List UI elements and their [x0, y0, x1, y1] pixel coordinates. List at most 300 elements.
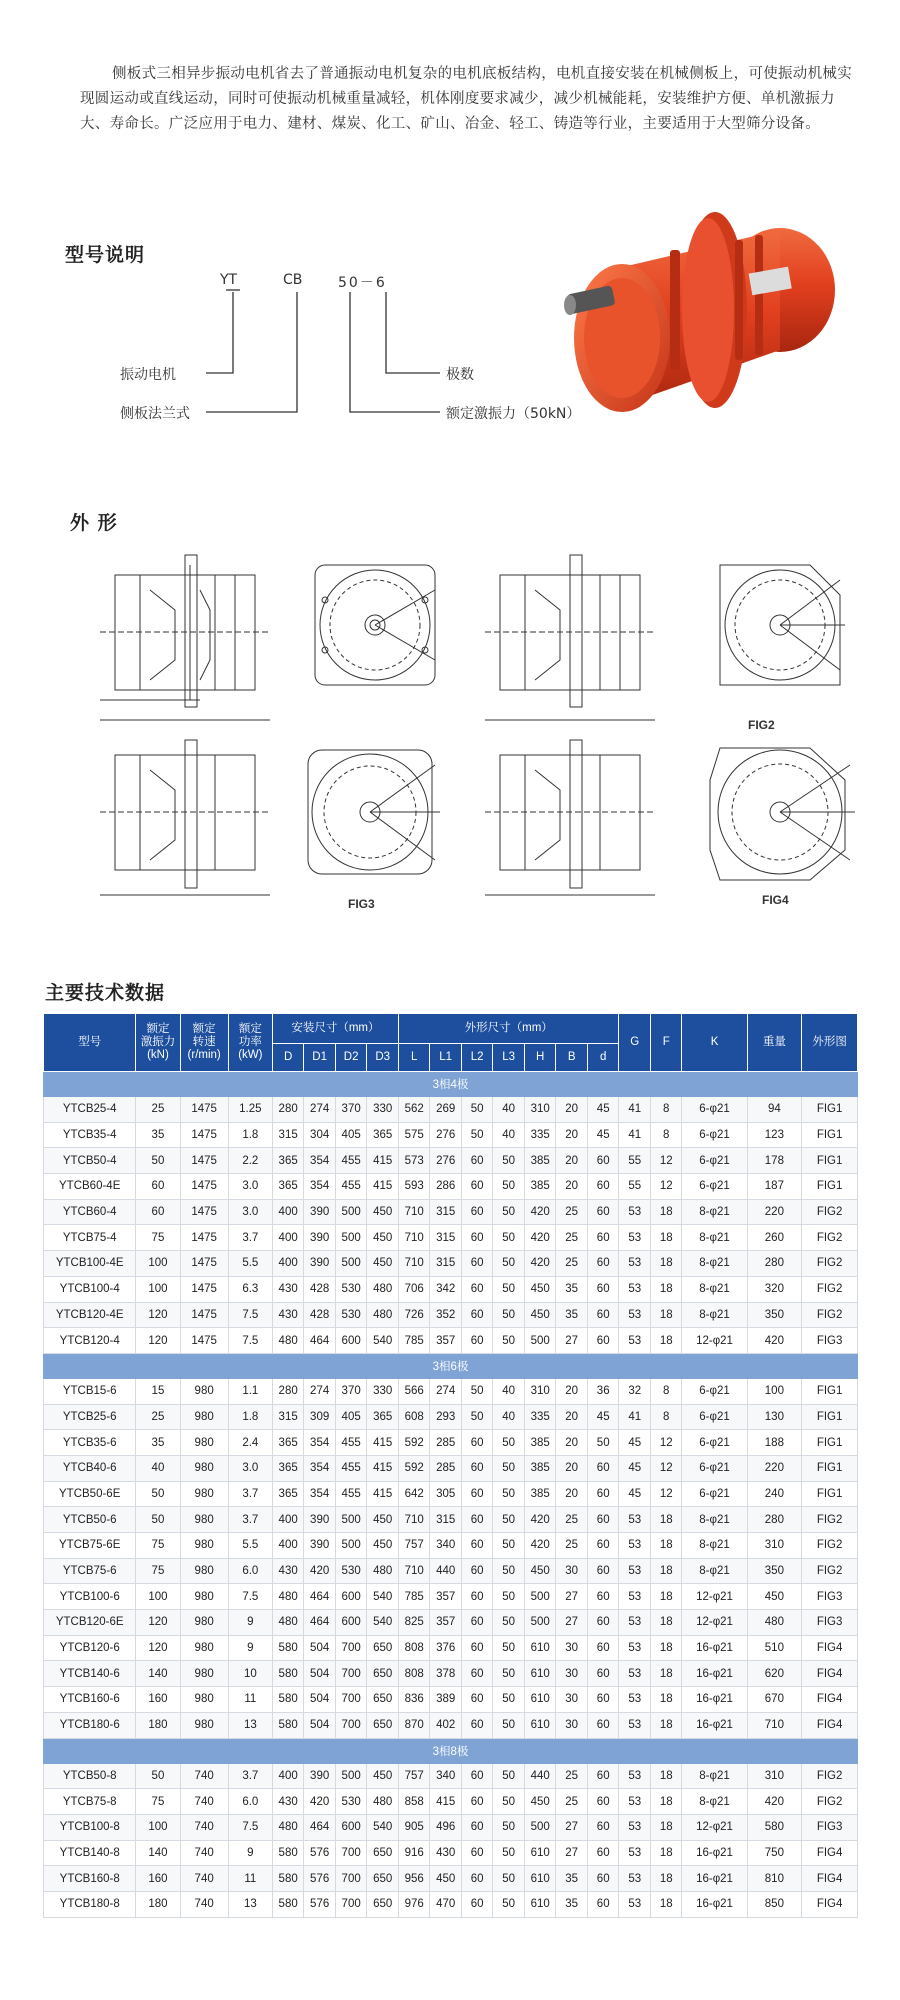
table-cell: 53	[619, 1712, 651, 1738]
table-cell: 16-φ21	[682, 1687, 747, 1713]
model-cell: YTCB60-4	[44, 1199, 136, 1225]
table-cell: 390	[304, 1199, 336, 1225]
table-cell: 357	[430, 1584, 462, 1610]
table-cell: FIG4	[802, 1712, 858, 1738]
table-cell: 9	[228, 1840, 272, 1866]
table-cell: 12-φ21	[682, 1610, 747, 1636]
intro-paragraph: 侧板式三相异步振动电机省去了普通振动电机复杂的电机底板结构，电机直接安装在机械侧板上，可使振动机械实现圆运动或直线运动，同时可使振动机械重量减轻，机体刚度要求减少，减少机械能耗，安装维护方便、单机激振力大、寿命长。广泛应用于电力、建材、煤炭、化工、矿山、冶金、轻工、铸造等行业，主要适用于大型筛分设备。	[80, 66, 852, 132]
table-cell: 20	[556, 1404, 588, 1430]
model-cell: YTCB15-6	[44, 1378, 136, 1404]
table-cell: 335	[524, 1122, 556, 1148]
table-cell: 540	[367, 1328, 399, 1354]
table-cell: 13	[228, 1891, 272, 1917]
model-cell: YTCB75-6E	[44, 1533, 136, 1559]
table-cell: 980	[180, 1404, 228, 1430]
table-cell: 315	[272, 1122, 304, 1148]
table-cell: 50	[493, 1866, 525, 1892]
table-cell: 50	[493, 1789, 525, 1815]
table-cell: 50	[461, 1097, 493, 1123]
table-cell: 8-φ21	[682, 1251, 747, 1277]
table-cell: 480	[367, 1302, 399, 1328]
header-f: F	[650, 1014, 682, 1072]
table-cell: 60	[461, 1712, 493, 1738]
table-cell: 980	[180, 1584, 228, 1610]
header-d3: D3	[367, 1044, 399, 1072]
table-cell: 60	[461, 1328, 493, 1354]
table-cell: 310	[524, 1097, 556, 1123]
table-cell: 53	[619, 1763, 651, 1789]
table-cell: 976	[398, 1891, 430, 1917]
table-cell: 808	[398, 1661, 430, 1687]
table-cell: 120	[136, 1635, 180, 1661]
table-cell: 35	[556, 1891, 588, 1917]
table-cell: 100	[136, 1584, 180, 1610]
table-cell: 650	[367, 1891, 399, 1917]
table-cell: 390	[304, 1533, 336, 1559]
table-cell: 100	[136, 1251, 180, 1277]
table-cell: 757	[398, 1533, 430, 1559]
model-cell: YTCB75-4	[44, 1225, 136, 1251]
table-cell: 3.0	[228, 1174, 272, 1200]
table-cell: 390	[304, 1251, 336, 1277]
table-cell: 60	[587, 1174, 619, 1200]
table-cell: 504	[304, 1712, 336, 1738]
table-cell: 365	[272, 1430, 304, 1456]
table-cell: 480	[367, 1558, 399, 1584]
table-cell: 6-φ21	[682, 1174, 747, 1200]
table-cell: 450	[430, 1866, 462, 1892]
table-cell: 7.5	[228, 1328, 272, 1354]
table-cell: 178	[747, 1148, 802, 1174]
table-cell: 390	[304, 1225, 336, 1251]
table-cell: 53	[619, 1635, 651, 1661]
table-cell: 305	[430, 1481, 462, 1507]
table-cell: 8	[650, 1122, 682, 1148]
table-row	[44, 1302, 858, 1328]
callout-side-flange: 侧板法兰式	[120, 406, 190, 422]
table-cell: 41	[619, 1404, 651, 1430]
table-cell: 580	[272, 1891, 304, 1917]
table-cell: 18	[650, 1533, 682, 1559]
table-cell: 11	[228, 1866, 272, 1892]
table-cell: 726	[398, 1302, 430, 1328]
table-cell: 575	[398, 1122, 430, 1148]
table-cell: 710	[747, 1712, 802, 1738]
table-cell: 40	[493, 1378, 525, 1404]
table-cell: 540	[367, 1814, 399, 1840]
table-cell: 450	[367, 1533, 399, 1559]
table-cell: 53	[619, 1251, 651, 1277]
table-cell: FIG2	[802, 1276, 858, 1302]
table-cell: FIG2	[802, 1789, 858, 1815]
table-cell: FIG2	[802, 1302, 858, 1328]
table-cell: 60	[461, 1430, 493, 1456]
header-outer-dims: 外形尺寸（mm）	[398, 1014, 619, 1044]
table-cell: FIG2	[802, 1251, 858, 1277]
table-cell: 60	[461, 1763, 493, 1789]
table-cell: FIG1	[802, 1404, 858, 1430]
table-cell: 342	[430, 1276, 462, 1302]
table-cell: 3.0	[228, 1199, 272, 1225]
table-cell: 12-φ21	[682, 1814, 747, 1840]
table-cell: 455	[335, 1481, 367, 1507]
table-cell: 60	[587, 1328, 619, 1354]
table-cell: 60	[461, 1866, 493, 1892]
table-cell: 980	[180, 1635, 228, 1661]
table-cell: 60	[461, 1584, 493, 1610]
table-cell: 60	[587, 1302, 619, 1328]
table-cell: 53	[619, 1276, 651, 1302]
table-cell: 8	[650, 1378, 682, 1404]
table-cell: 20	[556, 1174, 588, 1200]
table-cell: 18	[650, 1328, 682, 1354]
table-cell: 8	[650, 1097, 682, 1123]
table-cell: 274	[430, 1378, 462, 1404]
table-cell: 220	[747, 1455, 802, 1481]
table-cell: 430	[272, 1789, 304, 1815]
table-cell: 50	[461, 1122, 493, 1148]
table-cell: 45	[619, 1481, 651, 1507]
table-cell: 60	[587, 1455, 619, 1481]
table-cell: 50	[493, 1533, 525, 1559]
model-cell: YTCB120-4E	[44, 1302, 136, 1328]
table-cell: 354	[304, 1148, 336, 1174]
table-row	[44, 1661, 858, 1687]
table-cell: 50	[493, 1430, 525, 1456]
table-cell: 40	[493, 1097, 525, 1123]
table-cell: 50	[493, 1635, 525, 1661]
table-cell: 580	[272, 1866, 304, 1892]
table-cell: 310	[747, 1533, 802, 1559]
table-cell: 357	[430, 1610, 462, 1636]
table-cell: 1475	[180, 1122, 228, 1148]
table-cell: 916	[398, 1840, 430, 1866]
table-cell: 18	[650, 1840, 682, 1866]
table-cell: 980	[180, 1481, 228, 1507]
code-part-yt: YT	[220, 272, 238, 288]
table-cell: 274	[304, 1378, 336, 1404]
model-cell: YTCB25-6	[44, 1404, 136, 1430]
table-cell: 450	[367, 1199, 399, 1225]
table-cell: 500	[335, 1225, 367, 1251]
table-cell: 8-φ21	[682, 1507, 747, 1533]
table-cell: 1475	[180, 1225, 228, 1251]
table-cell: 480	[367, 1276, 399, 1302]
table-cell: 5.5	[228, 1251, 272, 1277]
table-row	[44, 1328, 858, 1354]
table-cell: 60	[461, 1891, 493, 1917]
table-cell: 420	[304, 1558, 336, 1584]
table-cell: 580	[272, 1840, 304, 1866]
table-cell: 650	[367, 1712, 399, 1738]
fig3-label: FIG3	[348, 897, 375, 911]
group-header-row	[44, 1072, 858, 1097]
table-cell: 980	[180, 1610, 228, 1636]
table-cell: FIG1	[802, 1378, 858, 1404]
table-cell: 620	[747, 1661, 802, 1687]
table-cell: 160	[136, 1866, 180, 1892]
table-cell: 25	[556, 1251, 588, 1277]
table-cell: 1475	[180, 1174, 228, 1200]
table-cell: 480	[747, 1610, 802, 1636]
table-cell: 35	[136, 1430, 180, 1456]
table-cell: FIG4	[802, 1840, 858, 1866]
table-cell: 240	[747, 1481, 802, 1507]
table-cell: 35	[556, 1866, 588, 1892]
table-cell: 45	[619, 1455, 651, 1481]
table-cell: 60	[587, 1533, 619, 1559]
table-cell: 354	[304, 1430, 336, 1456]
model-cell: YTCB40-6	[44, 1455, 136, 1481]
table-cell: FIG1	[802, 1122, 858, 1148]
table-cell: 3.0	[228, 1455, 272, 1481]
table-cell: 16-φ21	[682, 1661, 747, 1687]
table-cell: 6-φ21	[682, 1455, 747, 1481]
table-cell: 30	[556, 1558, 588, 1584]
table-cell: 60	[136, 1199, 180, 1225]
table-row	[44, 1404, 858, 1430]
table-cell: 50	[493, 1661, 525, 1687]
table-cell: 500	[524, 1610, 556, 1636]
table-cell: 8	[650, 1404, 682, 1430]
table-cell: 35	[556, 1302, 588, 1328]
table-cell: 60	[461, 1507, 493, 1533]
header-small-d: d	[587, 1044, 619, 1072]
table-cell: 710	[398, 1225, 430, 1251]
table-cell: 18	[650, 1891, 682, 1917]
table-cell: 740	[180, 1763, 228, 1789]
table-cell: 60	[461, 1174, 493, 1200]
table-cell: 980	[180, 1661, 228, 1687]
table-cell: 455	[335, 1455, 367, 1481]
table-cell: 400	[272, 1763, 304, 1789]
table-cell: 757	[398, 1763, 430, 1789]
table-cell: 415	[430, 1789, 462, 1815]
table-cell: 25	[136, 1404, 180, 1430]
table-cell: 980	[180, 1687, 228, 1713]
table-cell: 16-φ21	[682, 1635, 747, 1661]
table-cell: 55	[619, 1148, 651, 1174]
table-cell: 330	[367, 1378, 399, 1404]
table-cell: 25	[136, 1097, 180, 1123]
table-cell: 60	[461, 1148, 493, 1174]
table-cell: 50	[493, 1840, 525, 1866]
table-cell: 60	[587, 1276, 619, 1302]
table-cell: 50	[493, 1481, 525, 1507]
model-cell: YTCB120-4	[44, 1328, 136, 1354]
table-cell: 36	[587, 1378, 619, 1404]
table-cell: 504	[304, 1635, 336, 1661]
table-cell: 500	[335, 1533, 367, 1559]
table-cell: 870	[398, 1712, 430, 1738]
table-cell: 710	[398, 1507, 430, 1533]
table-cell: 12-φ21	[682, 1584, 747, 1610]
table-cell: 304	[304, 1122, 336, 1148]
table-cell: 310	[747, 1763, 802, 1789]
table-cell: 285	[430, 1455, 462, 1481]
specs-section-title: 主要技术数据	[45, 982, 166, 1004]
table-cell: 593	[398, 1174, 430, 1200]
table-cell: 50	[493, 1763, 525, 1789]
table-cell: 45	[587, 1404, 619, 1430]
table-cell: 60	[587, 1840, 619, 1866]
table-cell: 1475	[180, 1328, 228, 1354]
table-cell: 415	[367, 1430, 399, 1456]
table-cell: 740	[180, 1866, 228, 1892]
table-cell: 650	[367, 1661, 399, 1687]
table-cell: 464	[304, 1328, 336, 1354]
table-cell: 8-φ21	[682, 1199, 747, 1225]
table-cell: 1.25	[228, 1097, 272, 1123]
table-cell: FIG4	[802, 1661, 858, 1687]
table-cell: 35	[136, 1122, 180, 1148]
table-cell: 60	[461, 1687, 493, 1713]
table-cell: 9	[228, 1610, 272, 1636]
table-cell: 8-φ21	[682, 1302, 747, 1328]
table-cell: 50	[493, 1174, 525, 1200]
table-cell: 6-φ21	[682, 1097, 747, 1123]
table-cell: 357	[430, 1328, 462, 1354]
table-cell: 94	[747, 1097, 802, 1123]
table-cell: 390	[304, 1507, 336, 1533]
table-cell: 8-φ21	[682, 1533, 747, 1559]
table-cell: 385	[524, 1481, 556, 1507]
header-d2: D2	[335, 1044, 367, 1072]
table-cell: 20	[556, 1430, 588, 1456]
table-cell: 53	[619, 1533, 651, 1559]
table-cell: 576	[304, 1891, 336, 1917]
table-cell: 60	[587, 1866, 619, 1892]
table-row	[44, 1430, 858, 1456]
table-cell: 50	[493, 1584, 525, 1610]
table-cell: 45	[619, 1430, 651, 1456]
table-cell: 12	[650, 1481, 682, 1507]
table-cell: 400	[272, 1251, 304, 1277]
table-cell: 496	[430, 1814, 462, 1840]
table-cell: 430	[272, 1302, 304, 1328]
spec-table-body	[44, 1072, 858, 1918]
table-row	[44, 1610, 858, 1636]
table-cell: 350	[747, 1302, 802, 1328]
table-cell: 120	[136, 1302, 180, 1328]
table-cell: 540	[367, 1610, 399, 1636]
callout-poles: 极数	[446, 367, 474, 383]
table-cell: 60	[587, 1507, 619, 1533]
table-cell: 440	[430, 1558, 462, 1584]
table-cell: 6-φ21	[682, 1481, 747, 1507]
table-cell: FIG4	[802, 1687, 858, 1713]
table-cell: 60	[587, 1661, 619, 1687]
table-cell: 35	[556, 1276, 588, 1302]
table-cell: 60	[587, 1148, 619, 1174]
table-cell: 706	[398, 1276, 430, 1302]
table-cell: 710	[398, 1558, 430, 1584]
table-cell: 340	[430, 1533, 462, 1559]
table-cell: 25	[556, 1225, 588, 1251]
table-row	[44, 1866, 858, 1892]
table-cell: 12	[650, 1430, 682, 1456]
table-cell: FIG1	[802, 1148, 858, 1174]
table-cell: 30	[556, 1712, 588, 1738]
table-cell: 600	[335, 1814, 367, 1840]
table-cell: 450	[367, 1763, 399, 1789]
table-cell: 55	[619, 1174, 651, 1200]
header-l1: L1	[430, 1044, 462, 1072]
table-cell: 50	[493, 1251, 525, 1277]
table-cell: 610	[524, 1866, 556, 1892]
table-cell: 850	[747, 1891, 802, 1917]
table-row	[44, 1199, 858, 1225]
table-cell: 15	[136, 1378, 180, 1404]
table-cell: 390	[304, 1763, 336, 1789]
table-cell: 415	[367, 1174, 399, 1200]
table-cell: FIG3	[802, 1328, 858, 1354]
table-cell: 376	[430, 1635, 462, 1661]
table-cell: 18	[650, 1610, 682, 1636]
model-cell: YTCB160-8	[44, 1866, 136, 1892]
table-row	[44, 1558, 858, 1584]
table-cell: 50	[493, 1455, 525, 1481]
table-cell: 315	[430, 1251, 462, 1277]
table-cell: 60	[461, 1610, 493, 1636]
table-cell: 6.0	[228, 1558, 272, 1584]
model-cell: YTCB25-4	[44, 1097, 136, 1123]
table-cell: 40	[493, 1122, 525, 1148]
callout-rated-force: 额定激振力（50kN）	[446, 406, 581, 422]
table-cell: 504	[304, 1687, 336, 1713]
table-cell: 60	[587, 1481, 619, 1507]
table-cell: 20	[556, 1148, 588, 1174]
table-cell: 27	[556, 1328, 588, 1354]
table-row	[44, 1276, 858, 1302]
table-cell: 18	[650, 1225, 682, 1251]
table-cell: 53	[619, 1584, 651, 1610]
table-cell: 75	[136, 1789, 180, 1815]
table-cell: 53	[619, 1507, 651, 1533]
table-cell: 20	[556, 1481, 588, 1507]
table-cell: 7.5	[228, 1584, 272, 1610]
model-cell: YTCB120-6	[44, 1635, 136, 1661]
header-d1: D1	[304, 1044, 336, 1072]
table-cell: 60	[587, 1635, 619, 1661]
table-cell: FIG1	[802, 1481, 858, 1507]
table-cell: 464	[304, 1814, 336, 1840]
table-cell: 50	[136, 1507, 180, 1533]
table-cell: 500	[335, 1199, 367, 1225]
table-cell: 274	[304, 1097, 336, 1123]
table-cell: 6.3	[228, 1276, 272, 1302]
table-cell: 6.0	[228, 1789, 272, 1815]
table-cell: 956	[398, 1866, 430, 1892]
table-cell: 27	[556, 1840, 588, 1866]
table-cell: 740	[180, 1891, 228, 1917]
table-cell: 53	[619, 1814, 651, 1840]
table-row	[44, 1455, 858, 1481]
fig2-label: FIG2	[748, 718, 775, 732]
header-l: L	[398, 1044, 430, 1072]
table-cell: 100	[747, 1378, 802, 1404]
table-cell: 25	[556, 1789, 588, 1815]
table-cell: 500	[524, 1328, 556, 1354]
table-cell: 50	[493, 1507, 525, 1533]
table-cell: 315	[430, 1507, 462, 1533]
table-cell: 700	[335, 1891, 367, 1917]
group-header-row	[44, 1738, 858, 1763]
table-cell: 6-φ21	[682, 1404, 747, 1430]
table-cell: 60	[461, 1533, 493, 1559]
table-cell: 470	[430, 1891, 462, 1917]
table-cell: 335	[524, 1404, 556, 1430]
